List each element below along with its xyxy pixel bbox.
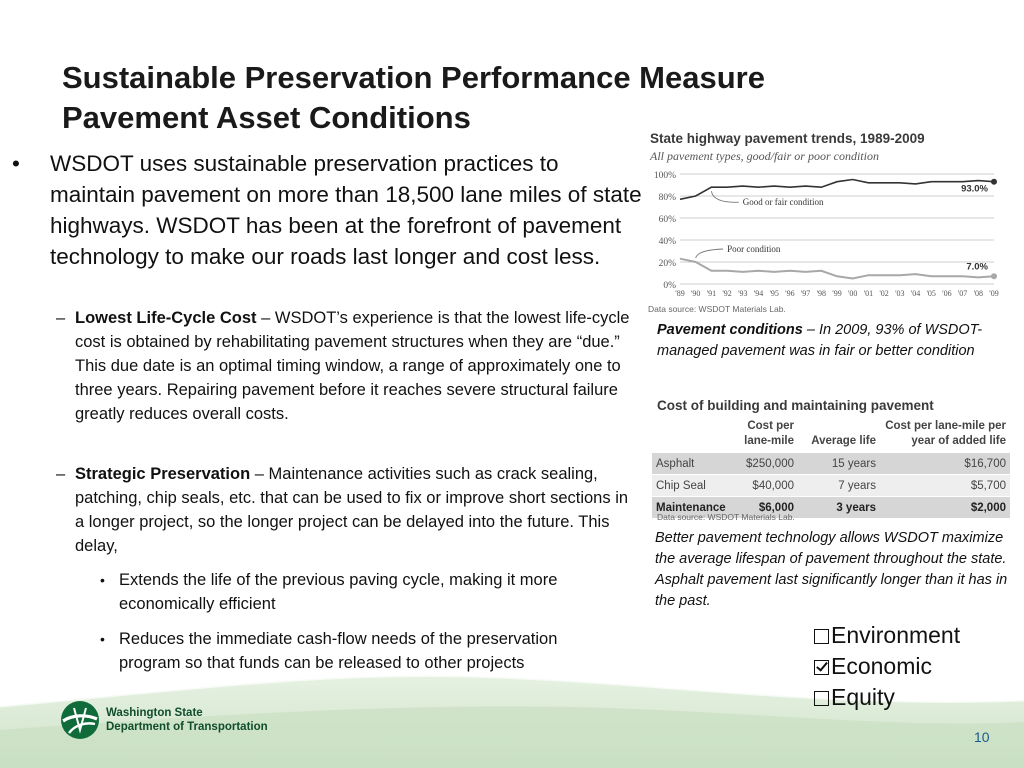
cost-table <box>652 419 1010 518</box>
cell: 7 years <box>798 475 880 497</box>
x-tick-label: '01 <box>863 289 874 298</box>
pavement-technology-caption: Better pavement technology allows WSDOT maximize the average lifespan of pavement throughout the state. Asphalt pavement last significantly longer than it has in the past. <box>655 530 1008 609</box>
bullet-marker: • <box>100 631 105 647</box>
chart-subtitle: All pavement types, good/fair or poor condition <box>650 149 879 163</box>
checklist-item-environment: Environment <box>814 620 960 651</box>
x-tick-label: '96 <box>785 289 795 298</box>
cell: 15 years <box>798 453 880 475</box>
sub-bullet-lowest-life-cycle-cost <box>56 306 636 426</box>
pavement-trends-chart <box>646 130 1006 315</box>
col-header-life: Average life <box>811 435 876 447</box>
x-tick-label: '95 <box>769 289 779 298</box>
y-tick-label: 40% <box>658 237 676 247</box>
y-tick-label: 0% <box>663 281 676 291</box>
x-tick-label: '97 <box>800 289 811 298</box>
wsdot-logo-icon <box>60 700 100 740</box>
x-tick-label: '00 <box>847 289 858 298</box>
sustainability-checklist <box>814 620 960 713</box>
y-tick-label: 100% <box>653 171 676 181</box>
cell: $40,000 <box>736 475 798 497</box>
main-bullet <box>12 148 642 272</box>
page-number: 10 <box>974 729 990 745</box>
x-tick-label: '90 <box>690 289 701 298</box>
checkbox-icon <box>814 629 829 644</box>
cell: $2,000 <box>880 497 1010 519</box>
sub-sub-bullet-text: Reduces the immediate cash-flow needs of the preservation program so that funds can be released to other projects <box>119 630 558 672</box>
cost-table-figure <box>652 395 1010 525</box>
series-end-point <box>991 179 997 185</box>
x-tick-label: '99 <box>832 289 842 298</box>
x-tick-label: '98 <box>816 289 827 298</box>
cell: $250,000 <box>736 453 798 475</box>
series-end-label: 93.0% <box>961 183 988 195</box>
table-row <box>652 453 1010 475</box>
annotation-arrow <box>711 191 738 202</box>
caption-text: – In 2009, 93% of WSDOT-managed pavement was in fair or better condition <box>657 322 983 359</box>
x-tick-label: '04 <box>910 289 921 298</box>
col-header-cost-per-year: Cost per lane-mile per year of added life <box>885 420 1006 447</box>
sub-sub-bullet-cash-flow <box>100 627 610 675</box>
table-row <box>652 475 1010 497</box>
wsdot-logo <box>60 696 310 746</box>
sub-bullet-heading: Lowest Life-Cycle Cost <box>75 309 257 327</box>
chart-title: State highway pavement trends, 1989-2009 <box>650 131 925 146</box>
title-line-2: Pavement Asset Conditions <box>62 100 471 135</box>
sub-bullet-text: – Maintenance activities such as crack sealing, patching, chip seals, etc. that can be used to fix or improve short sections in a longer project, so the longer project can be delayed into the future. This delay, <box>75 465 629 555</box>
y-tick-label: 60% <box>658 215 676 225</box>
x-tick-label: '07 <box>957 289 968 298</box>
y-tick-label: 80% <box>658 193 676 203</box>
x-tick-label: '05 <box>926 289 936 298</box>
cell: $5,700 <box>880 475 1010 497</box>
cell: Chip Seal <box>652 475 736 497</box>
chart-source: Data source: WSDOT Materials Lab. <box>648 304 786 314</box>
x-tick-label: '92 <box>722 289 732 298</box>
title-line-1: Sustainable Preservation Performance Measure <box>62 60 765 95</box>
cell: Maintenance <box>652 497 736 519</box>
x-tick-label: '06 <box>942 289 952 298</box>
series-end-point <box>991 273 997 279</box>
sub-sub-bullet-extends-life <box>100 568 610 616</box>
sub-sub-bullet-text: Extends the life of the previous paving cycle, making it more economically efficient <box>119 571 558 613</box>
x-tick-label: '08 <box>973 289 984 298</box>
cell: Asphalt <box>652 453 736 475</box>
x-tick-label: '03 <box>895 289 905 298</box>
bullet-marker: • <box>100 572 105 588</box>
series-annotation: Poor condition <box>727 244 781 254</box>
table-header-row <box>652 419 1010 453</box>
annotation-arrow <box>696 249 723 258</box>
logo-text: Washington State Department of Transportation <box>106 707 268 733</box>
chart-plot <box>646 130 1006 315</box>
bullet-marker: • <box>12 151 20 176</box>
sub-bullet-strategic-preservation <box>56 462 636 558</box>
dash-marker: – <box>56 309 66 327</box>
x-tick-label: '93 <box>738 289 748 298</box>
checklist-item-equity: Equity <box>814 682 960 713</box>
sub-bullet-heading: Strategic Preservation <box>75 465 251 483</box>
main-bullet-text: WSDOT uses sustainable preservation practices to maintain pavement on more than 18,500 lane miles of state highways. WSDOT has been at the forefront of pavement technology to make our roads last longer and cost less. <box>50 151 642 269</box>
slide-title <box>62 58 862 138</box>
sub-bullet-text: – WSDOT’s experience is that the lowest life-cycle cost is obtained by rehabilitating pavement structures when they are “due.” This due date is an optimal timing window, a range of approximately one to three years. Repairing pavement before it reaches severe structural failure greatly reduces overall costs. <box>75 309 630 423</box>
y-tick-label: 20% <box>658 259 676 269</box>
pavement-conditions-caption <box>657 320 997 362</box>
series-end-label: 7.0% <box>966 261 988 273</box>
col-header-type <box>652 419 736 453</box>
x-tick-label: '02 <box>879 289 889 298</box>
caption-heading: Pavement conditions <box>657 322 803 338</box>
x-tick-label: '89 <box>675 289 685 298</box>
cost-table-title: Cost of building and maintaining pavement <box>657 398 934 413</box>
table-source: Data source: WSDOT Materials Lab. <box>657 512 795 522</box>
checkbox-icon <box>814 691 829 706</box>
cell: $6,000 <box>736 497 798 519</box>
checkbox-checked-icon <box>814 660 829 675</box>
dash-marker: – <box>56 465 66 483</box>
col-header-cost: Cost per lane-mile <box>744 420 794 447</box>
x-tick-label: '94 <box>753 289 764 298</box>
x-tick-label: '09 <box>989 289 999 298</box>
checklist-item-economic: Economic <box>814 651 960 682</box>
cell: 3 years <box>798 497 880 519</box>
x-tick-label: '91 <box>706 289 717 298</box>
cell: $16,700 <box>880 453 1010 475</box>
series-annotation: Good or fair condition <box>742 197 824 208</box>
